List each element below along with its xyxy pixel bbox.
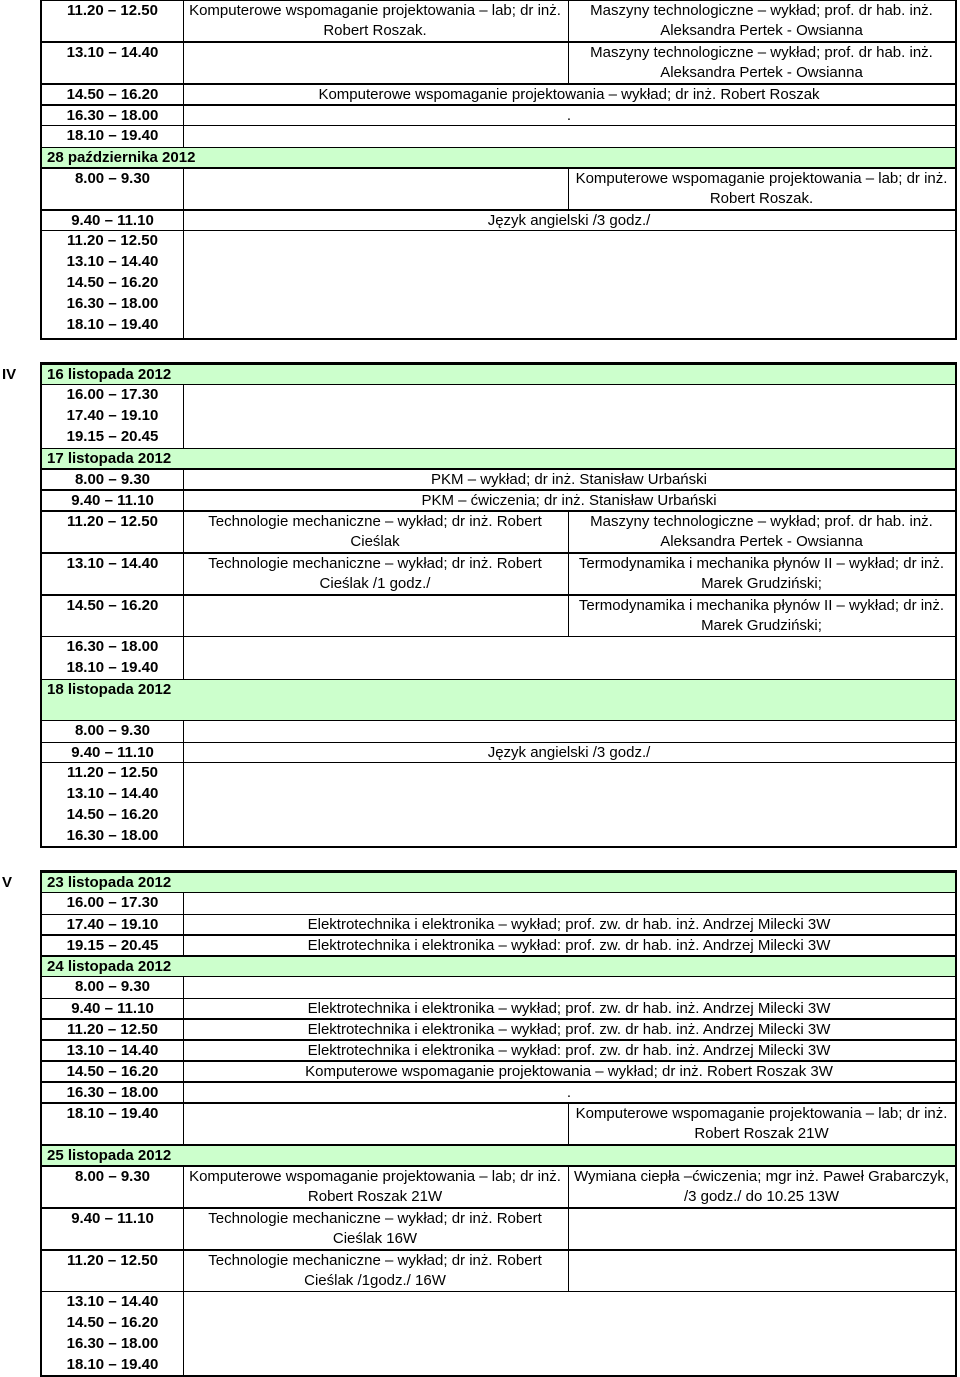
time-slot: 13.10 – 14.40 [66, 1042, 159, 1059]
schedule-row [42, 385, 955, 406]
schedule-row [42, 595, 955, 637]
time-slot: 14.50 – 16.20 [66, 274, 159, 291]
schedule-row [42, 1250, 955, 1292]
time-slot: 14.50 – 16.20 [66, 86, 159, 103]
schedule-row [42, 784, 955, 805]
class-entry-left: Technologie mechaniczne – wykład; dr inż. Robert Cieślak [208, 513, 542, 550]
date-label: 18 listopada 2012 [47, 681, 172, 698]
class-entry-right: Termodynamika i mechanika płynów II – wykład; dr inż. Marek Grudziński; [578, 597, 945, 634]
time-slot: 13.10 – 14.40 [66, 1293, 159, 1310]
class-entry: . [566, 107, 572, 124]
schedule-row [42, 935, 955, 956]
schedule-row [42, 1019, 955, 1040]
time-slot: 17.40 – 19.10 [66, 407, 159, 424]
class-entry: Język angielski /3 godz./ [487, 744, 651, 761]
schedule-row [42, 84, 955, 105]
schedule-row [42, 914, 955, 935]
column-divider [568, 1209, 569, 1249]
column-divider [568, 554, 569, 594]
schedule-row [42, 105, 955, 126]
time-slot: 16.00 – 17.30 [66, 386, 159, 403]
class-entry: Elektrotechnika i elektronika – wykład: prof. zw. dr hab. inż. Andrzej Milecki 3W [307, 1042, 831, 1059]
schedule-row [42, 998, 955, 1019]
time-slot: 11.20 – 12.50 [67, 1252, 158, 1269]
time-slot: 13.10 – 14.40 [66, 253, 159, 270]
schedule-row [42, 231, 955, 252]
schedule-row [42, 406, 955, 427]
schedule-row [42, 168, 955, 210]
column-divider [568, 169, 569, 209]
schedule-row [42, 1040, 955, 1061]
time-slot: 13.10 – 14.40 [66, 785, 159, 802]
schedule-row [42, 763, 955, 784]
column-divider [568, 1104, 569, 1144]
schedule-row [42, 637, 955, 658]
class-entry-left: Technologie mechaniczne – wykład; dr inż. Robert Cieślak 16W [208, 1210, 542, 1247]
time-slot: 8.00 – 9.30 [74, 722, 151, 739]
class-entry-right: Maszyny technologiczne – wykład; prof. dr hab. inż. Aleksandra Pertek - Owsianna [590, 513, 933, 550]
time-slot: 11.20 – 12.50 [67, 2, 158, 19]
time-slot: 9.40 – 11.10 [71, 492, 154, 509]
time-slot: 16.30 – 18.00 [66, 1335, 159, 1352]
time-slot: 14.50 – 16.20 [66, 1314, 159, 1331]
schedule-row [42, 1103, 955, 1145]
date-label: 17 listopada 2012 [47, 450, 172, 467]
schedule-row [42, 805, 955, 826]
time-slot: 11.20 – 12.50 [67, 232, 158, 249]
class-entry: Komputerowe wspomaganie projektowania – wykład; dr inż. Robert Roszak 3W [305, 1063, 833, 1080]
schedule-row [42, 553, 955, 595]
class-entry: Elektrotechnika i elektronika – wykład: prof. zw. dr hab. inż. Andrzej Milecki 3W [307, 937, 831, 954]
time-slot: 9.40 – 11.10 [71, 212, 154, 229]
date-header-row [42, 679, 955, 721]
column-divider [568, 1, 569, 41]
schedule-row [42, 1355, 955, 1376]
schedule-row [42, 315, 955, 337]
time-slot: 17.40 – 19.10 [66, 916, 159, 933]
schedule-row [42, 1166, 955, 1208]
class-entry-left: Komputerowe wspomaganie projektowania – lab; dr inż. Robert Roszak 21W [189, 1168, 561, 1205]
time-slot: 18.10 – 19.40 [66, 127, 159, 144]
class-entry-right: Komputerowe wspomaganie projektowania – lab; dr inż. Robert Roszak 21W [575, 1105, 948, 1142]
column-divider [568, 1251, 569, 1291]
class-entry-right: Maszyny technologiczne – wykład; prof. dr hab. inż. Aleksandra Pertek - Owsianna [590, 2, 933, 39]
schedule-row [42, 826, 955, 847]
schedule-row [42, 721, 955, 742]
time-slot: 14.50 – 16.20 [66, 1063, 159, 1080]
block-number-v: V [2, 874, 13, 891]
time-slot: 18.10 – 19.40 [66, 1105, 159, 1122]
time-slot: 18.10 – 19.40 [66, 1356, 159, 1373]
column-divider [568, 43, 569, 83]
schedule-row [42, 427, 955, 448]
time-slot: 9.40 – 11.10 [71, 1210, 154, 1227]
class-entry-right: Komputerowe wspomaganie projektowania – lab; dr inż. Robert Roszak. [575, 170, 948, 207]
date-header-row [42, 956, 955, 977]
column-divider [568, 596, 569, 636]
time-slot: 8.00 – 9.30 [74, 170, 151, 187]
time-slot: 19.15 – 20.45 [66, 428, 159, 445]
schedule-row [42, 126, 955, 147]
class-entry: Komputerowe wspomaganie projektowania – wykład; dr inż. Robert Roszak [318, 86, 820, 103]
date-header-row [42, 147, 955, 168]
column-divider [568, 512, 569, 552]
time-slot: 14.50 – 16.20 [66, 806, 159, 823]
schedule-row [42, 1208, 955, 1250]
schedule-row [42, 294, 955, 315]
schedule-row [42, 42, 955, 84]
time-slot: 16.30 – 18.00 [66, 638, 159, 655]
schedule-row [42, 490, 955, 511]
time-slot: 8.00 – 9.30 [74, 978, 151, 995]
date-label: 16 listopada 2012 [47, 366, 172, 383]
time-slot: 16.30 – 18.00 [66, 827, 159, 844]
class-entry: Elektrotechnika i elektronika – wykład; prof. zw. dr hab. inż. Andrzej Milecki 3W [307, 1021, 831, 1038]
time-slot: 14.50 – 16.20 [66, 597, 159, 614]
time-slot: 9.40 – 11.10 [71, 744, 154, 761]
time-slot: 16.30 – 18.00 [66, 1084, 159, 1101]
class-entry: Elektrotechnika i elektronika – wykład; prof. zw. dr hab. inż. Andrzej Milecki 3W [307, 916, 831, 933]
schedule-row [42, 273, 955, 294]
class-entry-left: Technologie mechaniczne – wykład; dr inż. Robert Cieślak /1godz./ 16W [208, 1252, 542, 1289]
class-entry-left: Technologie mechaniczne – wykład; dr inż. Robert Cieślak /1 godz./ [208, 555, 542, 592]
schedule-row [42, 1061, 955, 1082]
schedule-row [42, 1292, 955, 1313]
time-slot: 13.10 – 14.40 [66, 44, 159, 61]
schedule-row [42, 469, 955, 490]
class-entry: Elektrotechnika i elektronika – wykład; prof. zw. dr hab. inż. Andrzej Milecki 3W [307, 1000, 831, 1017]
schedule-block-october [40, 0, 957, 340]
class-entry-right: Wymiana ciepła –ćwiczenia; mgr inż. Paweł Grabarczyk, /3 godz./ do 10.25 13W [574, 1168, 949, 1205]
schedule-row [42, 1313, 955, 1334]
date-header-row [42, 448, 955, 469]
time-slot: 16.30 – 18.00 [66, 295, 159, 312]
time-slot: 11.20 – 12.50 [67, 1021, 158, 1038]
schedule-row [42, 511, 955, 553]
time-slot: 16.00 – 17.30 [66, 894, 159, 911]
date-label: 28 października 2012 [47, 149, 196, 166]
class-entry-left: Komputerowe wspomaganie projektowania – lab; dr inż. Robert Roszak. [189, 2, 561, 39]
schedule-row [42, 210, 955, 231]
time-slot: 19.15 – 20.45 [66, 937, 159, 954]
schedule-row [42, 977, 955, 998]
time-slot: 11.20 – 12.50 [67, 764, 158, 781]
time-slot: 9.40 – 11.10 [71, 1000, 154, 1017]
time-slot: 8.00 – 9.30 [74, 471, 151, 488]
date-header-row [42, 364, 955, 385]
date-label: 24 listopada 2012 [47, 958, 172, 975]
class-entry-right: Termodynamika i mechanika płynów II – wykład; dr inż. Marek Grudziński; [578, 555, 945, 592]
time-slot: 16.30 – 18.00 [66, 107, 159, 124]
schedule-row [42, 742, 955, 763]
schedule-row [42, 1082, 955, 1103]
time-slot: 18.10 – 19.40 [66, 316, 159, 333]
class-entry: PKM – ćwiczenia; dr inż. Stanisław Urbański [421, 492, 717, 509]
time-slot: 13.10 – 14.40 [66, 555, 159, 572]
class-entry-right: Maszyny technologiczne – wykład; prof. dr hab. inż. Aleksandra Pertek - Owsianna [590, 44, 933, 81]
class-entry: Język angielski /3 godz./ [487, 212, 651, 229]
schedule-row [42, 1334, 955, 1355]
time-slot: 8.00 – 9.30 [74, 1168, 151, 1185]
time-slot: 18.10 – 19.40 [66, 659, 159, 676]
date-header-row [42, 872, 955, 893]
date-header-row [42, 1145, 955, 1166]
time-slot: 11.20 – 12.50 [67, 513, 158, 530]
date-label: 23 listopada 2012 [47, 874, 172, 891]
block-number-iv: IV [2, 366, 17, 383]
class-entry: . [566, 1084, 572, 1101]
date-label: 25 listopada 2012 [47, 1147, 172, 1164]
class-entry: PKM – wykład; dr inż. Stanisław Urbański [431, 471, 707, 488]
schedule-row [42, 893, 955, 914]
column-divider [568, 1167, 569, 1207]
schedule-block-iv [40, 362, 957, 848]
schedule-block-v [40, 870, 957, 1377]
schedule-row [42, 252, 955, 273]
schedule-row [42, 658, 955, 679]
schedule-row [42, 0, 955, 42]
